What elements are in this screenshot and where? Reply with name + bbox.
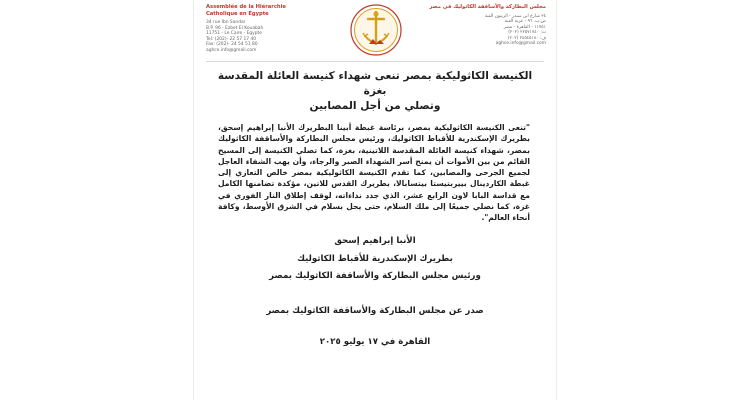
address-line: 11751 - Le Caire - Egypte [206,31,262,37]
address-french [206,20,314,54]
address-arabic [428,14,546,48]
signatory-name: الأنبا إبراهيم إسحق [334,236,416,246]
title-line: الكنيسة الكاثوليكية بمصر تنعى شهداء كنيسة العائلة المقدسة بغزة [217,70,533,97]
letterhead [194,0,556,62]
letterhead-left [206,4,314,54]
address-line: ت: ٢٢٥٧١٧٤٠ (٢٠٢) [508,30,546,36]
org-name-french: Assemblée de la Hiérarchie Catholique en Egypte [206,4,286,17]
letterhead-right [428,4,546,47]
address-line: ١١٧٥١ - القاهرة - مصر [503,24,546,30]
address-line: B.P. 96 - Ezbet El Kouabah [206,25,264,31]
issued-by: صدر عن مجلس البطاركة والأساقفة الكاثوليك بمصر [266,306,484,316]
signatory-title: بطريرك الإسكندرية للأقباط الكاثوليك [297,253,453,264]
header-divider [206,61,544,62]
signature-block [224,236,526,289]
document-page [194,0,556,400]
org-name-arabic: مجلس البطاركة والأساقفة الكاثوليك في مصر [429,4,546,10]
address-line: aghce.info@gmail.com [206,47,257,53]
statement-body: "تنعى الكنيسة الكاثوليكية بمصر، برئاسة غبطة أبينا البطريرك الأنبا إبراهيم إسحق، بطريرك الإسكندرية للأقباط الكاثوليك، ورئيس مجلس البطاركة والأساقفة الكاثوليك بمصر، شهداء كنيسة العائلة المقدسة اللاتينية، بغزة، كما تصلي الكنيسة إلى المسيح القائم من بين الأموات أن يمنح أسر الشهداء الصبر والرجاء، وأن يهب الشفاء العاجل لجميع الجرحى والمصابين، كما تقدم الكنيسة الكاثوليكية بمصر خالص التعازي إلى غبطة الكاردينال بييربتيستا بيتسابالا، بطريرك القدس للاتين، مؤكدة تضامنها الكامل مع قداسة البابا لاون الرابع عشر، الذي جدد نداءاته، لوقف إطلاق النار الفوري في غزة، كما نصلي جميعًا إلى ملك السلام، حتى يحل بسلام في الشرق الأوسط، وكافة أنحاء العالم". [218,123,530,223]
signatory-role: ورئيس مجلس البطاركة والأساقفة الكاثوليك بمصر [269,271,481,281]
cross-anchor-emblem-icon [349,3,403,57]
address-line: ص.ب. ٩٦ - عزبة القبة [504,19,546,25]
address-line: Fax: (202)- 24 54 51 80 [206,42,258,48]
document-title [214,69,536,114]
document-date: القاهرة في ١٧ يوليو ٢٠٢٥ [319,337,431,347]
address-line: Tel: (202)- 22 57 17 40 [206,36,257,42]
address-line: ف: ٢٤٥٤٥١٨٠ (٢٠٢) [507,35,546,41]
title-line: وتصلي من أجل المصابين [309,100,441,112]
address-line: ٣٤ شارع ابن سندر - الزيتون القبة [484,13,546,19]
address-line: 34 rue Ibn Sandar [206,20,246,25]
address-line: aghce.info@gmail.com [495,41,546,47]
